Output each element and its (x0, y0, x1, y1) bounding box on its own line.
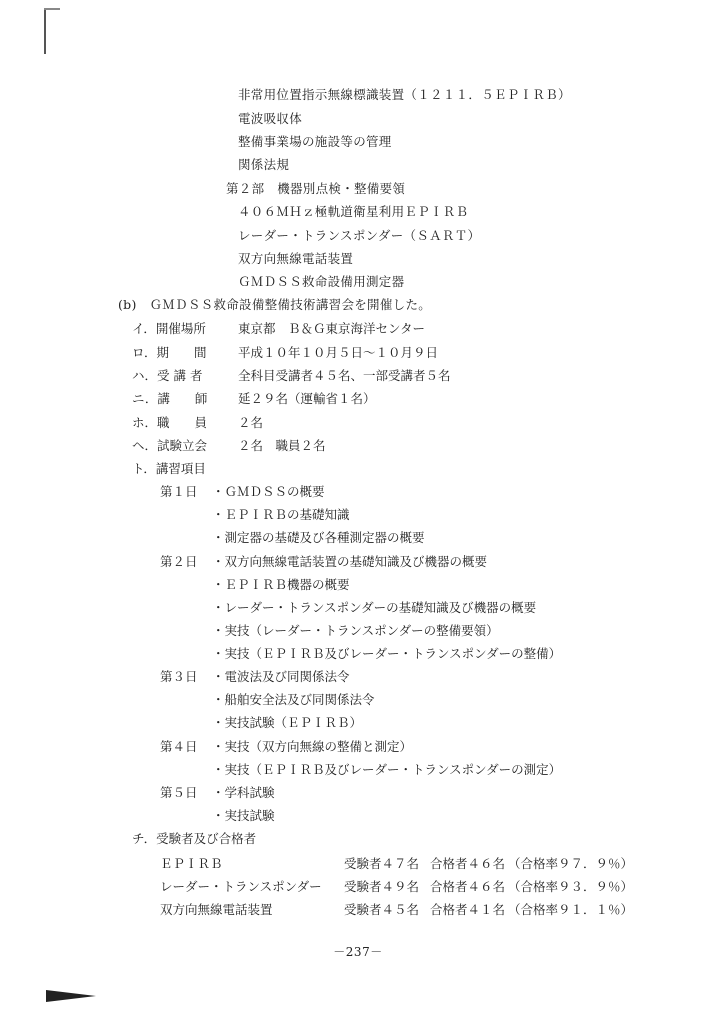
item-value: 東京都 Ｂ＆Ｇ東京海洋センター (238, 321, 426, 336)
scan-edge-mark (46, 990, 96, 1002)
part-heading: 第２部 機器別点検・整備要領 (226, 181, 406, 196)
list-item: レーダー・トランスポンダー（ＳＡＲＴ） (238, 228, 481, 243)
result-rate: （合格率９１．１％） (508, 902, 634, 917)
schedule-item: ・実技試験 (212, 808, 275, 823)
item-label: ホ．職 員 (132, 415, 208, 430)
item-label: イ．開催場所 (132, 321, 206, 336)
list-item: 整備事業場の施設等の管理 (238, 134, 392, 149)
schedule-item: ・レーダー・トランスポンダーの基礎知識及び機器の概要 (212, 600, 537, 615)
item-label: ロ．期 間 (132, 345, 207, 360)
result-rate: （合格率９３．９％） (508, 879, 634, 894)
list-item: ４０６ＭＨｚ極軌道衛星利用ＥＰＩＲＢ (238, 204, 469, 219)
schedule-item: ・学科試験 (212, 785, 275, 800)
schedule-item: ・ＧＭＤＳＳの概要 (212, 484, 325, 499)
schedule-item: ・実技試験（ＥＰＩＲＢ） (212, 715, 363, 730)
schedule-item: ・船舶安全法及び同関係法令 (212, 692, 375, 707)
item-label: ニ．講 師 (132, 391, 208, 406)
item-label: ヘ．試験立会 (132, 438, 208, 453)
result-name: レーダー・トランスポンダー (160, 879, 322, 894)
schedule-item: ・実技（レーダー・トランスポンダーの整備要領） (212, 623, 499, 638)
schedule-day: 第４日 (160, 739, 198, 754)
result-examinees: 受験者４５名 (344, 902, 420, 917)
list-item: 双方向無線電話装置 (238, 251, 354, 266)
item-value: ２名 職員２名 (238, 438, 326, 453)
list-item: 関係法規 (238, 157, 290, 172)
list-item: 非常用位置指示無線標識装置（１２１１．５ＥＰＩＲＢ） (238, 87, 571, 102)
section-heading: (b) ＧＭＤＳＳ救命設備整備技術講習会を開催した。 (118, 297, 432, 312)
list-item: 電波吸収体 (238, 111, 303, 126)
schedule-item: ・ＥＰＩＲＢの基礎知識 (212, 507, 350, 522)
scan-edge-mark (44, 8, 60, 10)
schedule-day: 第５日 (160, 785, 198, 800)
schedule-item: ・実技（ＥＰＩＲＢ及びレーダー・トランスポンダーの測定） (212, 762, 562, 777)
item-value: 平成１０年１０月５日～１０月９日 (238, 345, 439, 360)
schedule-day: 第１日 (160, 484, 198, 499)
schedule-item: ・ＥＰＩＲＢ機器の概要 (212, 577, 350, 592)
schedule-item: ・測定器の基礎及び各種測定器の概要 (212, 530, 425, 545)
result-examinees: 受験者４７名 (344, 856, 420, 871)
schedule-item: ・実技（双方向無線の整備と測定） (212, 739, 413, 754)
schedule-item: ・双方向無線電話装置の基礎知識及び機器の概要 (212, 554, 488, 569)
schedule-day: 第３日 (160, 669, 198, 684)
result-name: 双方向無線電話装置 (160, 902, 273, 917)
item-label: ト．講習項目 (132, 461, 206, 476)
schedule-item: ・電波法及び同関係法令 (212, 669, 350, 684)
page-number: －237－ (333, 945, 383, 959)
scan-edge-mark (44, 8, 46, 54)
result-passed: 合格者４６名 (430, 879, 506, 894)
results-heading: チ．受験者及び合格者 (132, 831, 257, 846)
list-item: ＧＭＤＳＳ救命設備用測定器 (238, 274, 405, 289)
result-passed: 合格者４１名 (430, 902, 506, 917)
schedule-day: 第２日 (160, 554, 198, 569)
item-value: 全科目受講者４５名、一部受講者５名 (238, 368, 451, 383)
item-label: ハ．受 講 者 (132, 368, 203, 383)
schedule-item: ・実技（ＥＰＩＲＢ及びレーダー・トランスポンダーの整備） (212, 646, 562, 661)
item-value: 延２９名（運輸省１名） (238, 391, 376, 406)
result-name: ＥＰＩＲＢ (160, 856, 223, 871)
result-rate: （合格率９７．９％） (508, 856, 634, 871)
item-value: ２名 (238, 415, 264, 430)
result-examinees: 受験者４９名 (344, 879, 420, 894)
result-passed: 合格者４６名 (430, 856, 506, 871)
